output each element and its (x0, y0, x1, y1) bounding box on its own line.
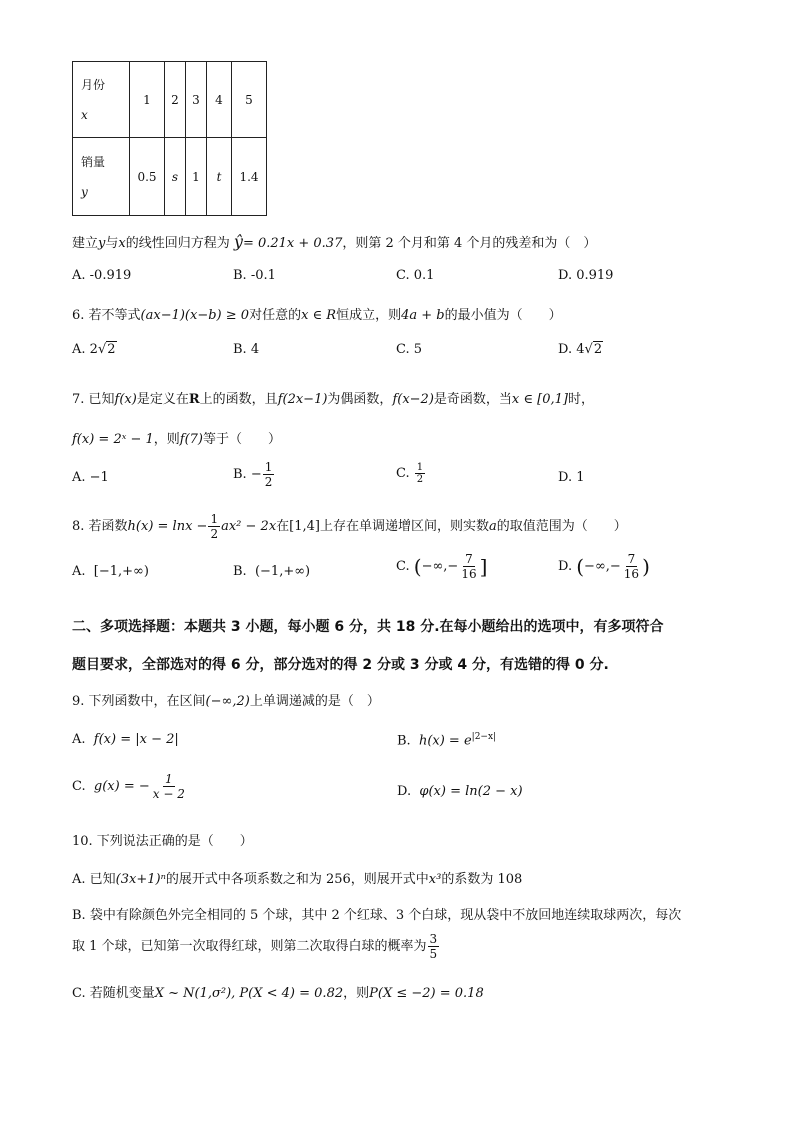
q7-option-c: C. $\frac{1}{2}$ (396, 462, 424, 485)
q7-stem-line2: f(x) = 2ˣ − 1，则f(7)等于（ ） (72, 432, 282, 447)
table-row-month (73, 62, 267, 138)
q10-option-a: A. 已知(3x+1)ⁿ的展开式中各项系数之和为 256，则展开式中x³的系数为 108 (72, 872, 523, 887)
q10-option-b-line2: 取 1 个球，已知第一次取得红球，则第二次取得白球的概率为 $\frac{3}{5}$ (72, 932, 438, 961)
q9-option-c: C. g(x) = − $\frac{1}{x - 2}$ (72, 772, 185, 801)
section-heading-line2: 题目要求，全部选对的得 6 分，部分选对的得 2 分或 3 分或 4 分，有选错的得 0 分. (72, 657, 609, 673)
table-label: 销量 (81, 154, 106, 169)
table-header-cell (73, 138, 130, 216)
q6-option-c: C. 5 (396, 342, 423, 357)
table-cell: s (165, 138, 186, 216)
q9-option-b: B. $h(x) = e^{|2-x|}$ (397, 732, 497, 749)
q9-option-d: D. φ(x) = ln(2 − x) (397, 784, 523, 799)
q6-option-a: A. 2√2 (72, 342, 116, 357)
section-heading-line1: 二、多项选择题：本题共 3 小题，每小题 6 分，共 18 分.在每小题给出的选项中，有多项符合 (72, 619, 664, 635)
q8-stem: 8. 若函数h(x) = lnx − $\frac{1}{2}$ ax² − 2x在[1,4]上存在单调递增区间，则实数a的取值范围为（ ） (72, 512, 627, 541)
q10-option-c: C. 若随机变量X ~ N(1,σ²), P(X < 4) = 0.82，则P(X ≤ −2) = 0.18 (72, 986, 484, 1001)
table-cell: 1 (186, 138, 207, 216)
table-cell: 0.5 (130, 138, 165, 216)
q5-option-a: A. -0.919 (72, 268, 132, 283)
regression-hat: ŷ (233, 232, 243, 251)
q9-stem: 9. 下列函数中，在区间(−∞,2)上单调递减的是（ ） (72, 694, 380, 709)
table-cell: 2 (165, 62, 186, 138)
q7-option-d: D. 1 (558, 470, 585, 485)
table-cell: t (207, 138, 232, 216)
table-label-var: x (81, 107, 88, 122)
regression-equation: = 0.21x + 0.37 (242, 236, 343, 251)
table-cell: 3 (186, 62, 207, 138)
q8-option-a: A. [−1,+∞) (72, 564, 149, 579)
table-label: 月份 (81, 77, 106, 92)
table-row-sales (73, 138, 267, 216)
table-cell: 5 (232, 62, 267, 138)
q7-option-a: A. −1 (72, 470, 109, 485)
table-header-cell (73, 62, 130, 138)
q6-option-b: B. 4 (233, 342, 260, 357)
q5-stem: 建立y与x的线性回归方程为 ŷ= 0.21x + 0.37，则第 2 个月和第 4 个月的残差和为（ ） (72, 232, 597, 251)
q8-option-b: B. (−1,+∞) (233, 564, 311, 579)
table-cell: 1.4 (232, 138, 267, 216)
q7-option-b: B. − $\frac{1}{2}$ (233, 460, 273, 489)
q6-stem: 6. 若不等式(ax−1)(x−b) ≥ 0对任意的x ∈ R恒成立，则4a + b的最小值为（ ） (72, 308, 562, 323)
q8-option-c: C. (−∞,− $\frac{7}{16}$ ] (396, 552, 488, 581)
data-table (72, 61, 267, 216)
q10-option-b-line1: B. 袋中有除颜色外完全相同的 5 个球，其中 2 个红球、3 个白球，现从袋中不放回地连续取球两次，每次 (72, 908, 682, 923)
q8-option-d: D. (−∞,− $\frac{7}{16}$ ) (558, 552, 650, 581)
q9-option-a: A. f(x) = |x − 2| (72, 732, 179, 747)
q7-stem-line1: 7. 已知f(x)是定义在R上的函数，且f(2x−1)为偶函数，f(x−2)是奇函数，当x ∈ [0,1]时， (72, 392, 594, 407)
table-label-var: y (81, 184, 88, 199)
q10-stem: 10. 下列说法正确的是（ ） (72, 834, 253, 849)
q5-option-c: C. 0.1 (396, 268, 435, 283)
table-cell: 1 (130, 62, 165, 138)
q6-option-d: D. 4√2 (558, 342, 603, 357)
q5-option-d: D. 0.919 (558, 268, 614, 283)
q5-option-b: B. -0.1 (233, 268, 276, 283)
table-cell: 4 (207, 62, 232, 138)
